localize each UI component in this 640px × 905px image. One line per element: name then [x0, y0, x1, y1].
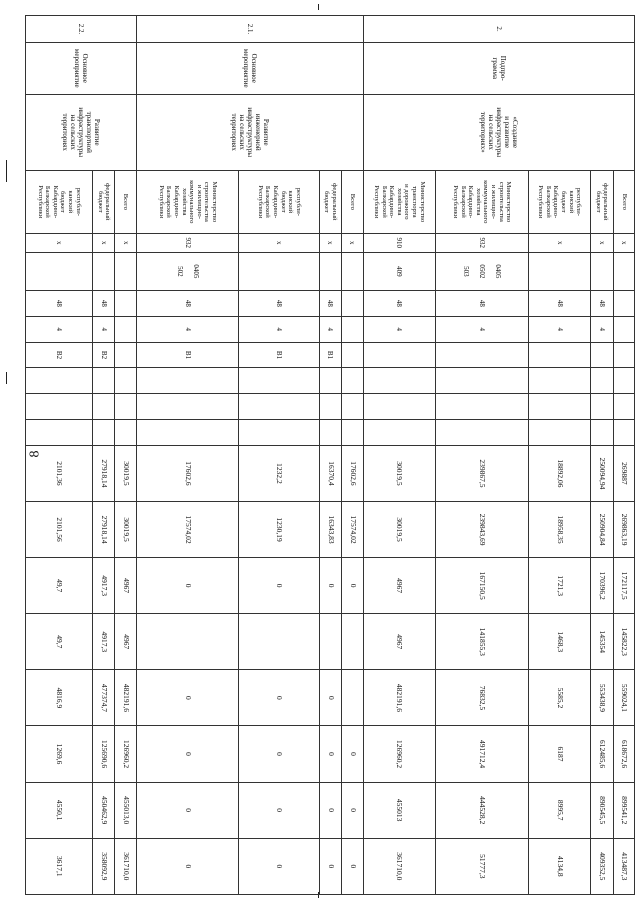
cell-pgp: 4 [92, 316, 115, 342]
budget-table [25, 15, 635, 895]
cell-y2016: 4967 [115, 558, 136, 614]
cell-y2020: 0 [342, 782, 363, 838]
cell-om: В1 [136, 342, 239, 368]
cell-y2014: 30019,5 [115, 445, 136, 501]
cell-total: 0 [342, 838, 363, 894]
cell-v12 [435, 420, 528, 446]
cell-y2015: 27918,14 [92, 501, 115, 557]
cell-om [363, 342, 435, 368]
cell-total: 4134,8 [529, 838, 591, 894]
cell-vr [342, 368, 363, 394]
cell-y2017 [239, 614, 319, 670]
cell-name: Развитие инженерной инфраструктуры на сельских территориях [136, 94, 363, 170]
cell-gp: 48 [363, 290, 435, 316]
cell-gp: 48 [26, 290, 93, 316]
cell-pgp: 4 [363, 316, 435, 342]
cell-v12 [115, 420, 136, 446]
cell-grbs: 932 [435, 233, 528, 252]
cell-v12 [529, 420, 591, 446]
cell-y2019: 125690,6 [92, 726, 115, 782]
cell-source: Министерство транспорта и дорожного хозяйства Кабардино- Балкарской Республики [363, 170, 435, 233]
cell-grbs: x [590, 233, 613, 252]
cell-y2018 [342, 670, 363, 726]
cell-y2015: 30019,5 [363, 501, 435, 557]
cell-vr [363, 368, 435, 394]
cell-total: 0 [136, 838, 239, 894]
cell-source: федеральный бюджет [92, 170, 115, 233]
cell-v12 [92, 420, 115, 446]
cell-y2019: 491712,4 [435, 726, 528, 782]
cell-y2017: 49,7 [26, 614, 93, 670]
cell-y2018: 0 [319, 670, 342, 726]
cell-source: республи- канский бюджет Кабардино- Балкарской Республики [26, 170, 93, 233]
cell-y2016: 1721,3 [529, 558, 591, 614]
cell-vr [435, 368, 528, 394]
cell-y2015: 239843,69 [435, 501, 528, 557]
cell-y2017 [319, 614, 342, 670]
cell-name: Развитие транспортной инфраструктуры на сельских территориях [26, 94, 137, 170]
cell-om [613, 342, 634, 368]
cell-v11 [590, 394, 613, 420]
cell-v11 [613, 394, 634, 420]
cell-source: республи- канский бюджет Кабардино- Балкарской Республики [239, 170, 319, 233]
cell-y2017: 141855,3 [435, 614, 528, 670]
cell-v12 [239, 420, 319, 446]
cell-vr [613, 368, 634, 394]
cell-vr [26, 368, 93, 394]
cell-y2019: 0 [319, 726, 342, 782]
cell-gp [342, 290, 363, 316]
cell-y2016: 172117,5 [613, 558, 634, 614]
cell-y2020: 455013,0 [115, 782, 136, 838]
cell-y2016: 4967 [363, 558, 435, 614]
cell-y2015: 30019,5 [115, 501, 136, 557]
cell-y2014: 250094,94 [590, 445, 613, 501]
table-row [115, 16, 136, 895]
cell-y2017: 4917,3 [92, 614, 115, 670]
cell-y2020: 0 [319, 782, 342, 838]
cell-y2017: 145822,3 [613, 614, 634, 670]
cell-pgp: 4 [529, 316, 591, 342]
cell-gp: 48 [136, 290, 239, 316]
cell-y2017: 145354 [590, 614, 613, 670]
cell-y2015: 1230,19 [239, 501, 319, 557]
cell-gp: 48 [92, 290, 115, 316]
cell-y2020: 4550,1 [26, 782, 93, 838]
cell-gp: 48 [435, 290, 528, 316]
cell-om: В1 [239, 342, 319, 368]
cell-type: Основное мероприятие [26, 42, 137, 94]
cell-rzpr: 0405 502 [136, 252, 239, 290]
margin-mark-left-2 [6, 372, 7, 384]
cell-grbs: x [26, 233, 93, 252]
cell-v11 [239, 394, 319, 420]
cell-pgp: 4 [26, 316, 93, 342]
cell-total: 3617,1 [26, 838, 93, 894]
cell-y2019: 0 [239, 726, 319, 782]
cell-om [115, 342, 136, 368]
margin-mark-top [318, 4, 319, 10]
cell-vr [92, 368, 115, 394]
cell-total: 361710,0 [115, 838, 136, 894]
cell-grbs: 910 [363, 233, 435, 252]
cell-y2016: 0 [239, 558, 319, 614]
cell-y2015: 18958,35 [529, 501, 591, 557]
cell-grbs: x [239, 233, 319, 252]
cell-y2016: 4917,3 [92, 558, 115, 614]
cell-source: Министерство строительства и жилищно- коммунального хозяйства Кабардино- Балкарской Республики [435, 170, 528, 233]
cell-y2018: 482191,6 [363, 670, 435, 726]
cell-source: федеральный бюджет [590, 170, 613, 233]
cell-vr [529, 368, 591, 394]
cell-pgp: 4 [136, 316, 239, 342]
cell-v12 [319, 420, 342, 446]
cell-vr [319, 368, 342, 394]
cell-rzpr [590, 252, 613, 290]
cell-name: «Создание и развитие инфраструктуры на сельских территориях» [363, 94, 634, 170]
cell-num: 2.2. [26, 16, 137, 43]
cell-source: федеральный бюджет [319, 170, 342, 233]
cell-y2014: 30019,5 [363, 445, 435, 501]
cell-rzpr [529, 252, 591, 290]
cell-rzpr: 0405 0502 503 [435, 252, 528, 290]
cell-pgp: 4 [590, 316, 613, 342]
cell-vr [239, 368, 319, 394]
cell-rzpr [613, 252, 634, 290]
cell-om: В2 [92, 342, 115, 368]
cell-y2014: 27918,14 [92, 445, 115, 501]
cell-y2020: 0 [136, 782, 239, 838]
cell-y2020: 890545,5 [590, 782, 613, 838]
cell-y2016: 49,7 [26, 558, 93, 614]
cell-vr [590, 368, 613, 394]
cell-y2018: 553438,9 [590, 670, 613, 726]
cell-y2017: 1468,3 [529, 614, 591, 670]
cell-rzpr [342, 252, 363, 290]
cell-pgp: 4 [239, 316, 319, 342]
cell-total: 413487,3 [613, 838, 634, 894]
cell-source: Всего [342, 170, 363, 233]
cell-v12 [613, 420, 634, 446]
cell-v11 [26, 394, 93, 420]
cell-pgp: 4 [319, 316, 342, 342]
cell-grbs: x [529, 233, 591, 252]
cell-source: Всего [613, 170, 634, 233]
cell-rzpr [239, 252, 319, 290]
cell-gp: 48 [319, 290, 342, 316]
cell-grbs: 932 [136, 233, 239, 252]
cell-v12 [363, 420, 435, 446]
cell-pgp [613, 316, 634, 342]
cell-y2018: 4816,9 [26, 670, 93, 726]
cell-y2020: 0 [239, 782, 319, 838]
cell-y2015: 2101,56 [26, 501, 93, 557]
cell-rzpr [26, 252, 93, 290]
cell-y2015: 17574,02 [136, 501, 239, 557]
cell-y2017 [136, 614, 239, 670]
cell-y2016: 0 [342, 558, 363, 614]
cell-gp [613, 290, 634, 316]
cell-y2018: 76832,5 [435, 670, 528, 726]
budget-table-body [26, 16, 635, 895]
cell-y2019: 612485,6 [590, 726, 613, 782]
cell-total: 358092,9 [92, 838, 115, 894]
cell-y2020: 455013 [363, 782, 435, 838]
cell-y2018: 482191,6 [115, 670, 136, 726]
cell-grbs: x [319, 233, 342, 252]
page-number: 8 [27, 450, 43, 458]
cell-y2015: 250904,84 [590, 501, 613, 557]
cell-num: 2.1. [136, 16, 363, 43]
cell-y2014: 18892,06 [529, 445, 591, 501]
cell-y2014: 1232,2 [239, 445, 319, 501]
cell-v11 [92, 394, 115, 420]
cell-total: 0 [239, 838, 319, 894]
cell-v12 [136, 420, 239, 446]
cell-y2014: 239867,5 [435, 445, 528, 501]
cell-y2019: 0 [342, 726, 363, 782]
cell-om: В2 [26, 342, 93, 368]
cell-y2019: 0 [136, 726, 239, 782]
cell-pgp: 4 [435, 316, 528, 342]
cell-gp [115, 290, 136, 316]
cell-y2020: 899541,2 [613, 782, 634, 838]
cell-v11 [342, 394, 363, 420]
margin-mark-left-1 [6, 160, 7, 182]
cell-total: 361710,0 [363, 838, 435, 894]
rotated-budget-table-wrapper [25, 15, 635, 895]
cell-y2015: 16343,83 [319, 501, 342, 557]
cell-total: 51777,3 [435, 838, 528, 894]
cell-y2018: 0 [136, 670, 239, 726]
cell-om [590, 342, 613, 368]
cell-y2017: 4967 [363, 614, 435, 670]
cell-om [342, 342, 363, 368]
cell-vr [115, 368, 136, 394]
cell-v11 [529, 394, 591, 420]
cell-v11 [363, 394, 435, 420]
table-row [342, 16, 363, 895]
cell-source: Всего [115, 170, 136, 233]
cell-y2014: 269887 [613, 445, 634, 501]
cell-om: В1 [319, 342, 342, 368]
cell-type: Основное мероприятие [136, 42, 363, 94]
cell-grbs: x [613, 233, 634, 252]
cell-rzpr [319, 252, 342, 290]
cell-source: Министерство строительства и жилищно- коммунального хозяйства Кабардино- Балкарской Республики [136, 170, 239, 233]
cell-pgp [115, 316, 136, 342]
cell-v12 [590, 420, 613, 446]
cell-v12 [342, 420, 363, 446]
cell-y2020: 444528,2 [435, 782, 528, 838]
cell-rzpr: 409 [363, 252, 435, 290]
cell-total: 0 [319, 838, 342, 894]
cell-rzpr [115, 252, 136, 290]
cell-y2016: 0 [136, 558, 239, 614]
cell-y2020: 450462,9 [92, 782, 115, 838]
cell-y2014: 16370,4 [319, 445, 342, 501]
cell-vr [136, 368, 239, 394]
cell-y2016: 167150,5 [435, 558, 528, 614]
cell-v11 [136, 394, 239, 420]
cell-y2016: 0 [319, 558, 342, 614]
cell-y2017: 4967 [115, 614, 136, 670]
cell-y2014: 17602,6 [136, 445, 239, 501]
cell-y2018: 5585,2 [529, 670, 591, 726]
cell-y2018: 477374,7 [92, 670, 115, 726]
cell-y2014: 17602,6 [342, 445, 363, 501]
cell-rzpr [92, 252, 115, 290]
cell-y2015: 17574,02 [342, 501, 363, 557]
cell-y2019: 6187 [529, 726, 591, 782]
cell-v12 [26, 420, 93, 446]
cell-y2019: 618672,6 [613, 726, 634, 782]
cell-v11 [319, 394, 342, 420]
cell-om [529, 342, 591, 368]
cell-num: 2. [363, 16, 634, 43]
cell-grbs: x [92, 233, 115, 252]
cell-y2019: 1269,6 [26, 726, 93, 782]
cell-y2019: 126960,2 [363, 726, 435, 782]
cell-total: 409352,5 [590, 838, 613, 894]
cell-y2018: 0 [239, 670, 319, 726]
cell-pgp [342, 316, 363, 342]
cell-y2017 [342, 614, 363, 670]
cell-y2018: 559024,1 [613, 670, 634, 726]
table-row [613, 16, 634, 895]
cell-y2015: 269863,19 [613, 501, 634, 557]
cell-om [435, 342, 528, 368]
cell-grbs: x [115, 233, 136, 252]
cell-source: республи- канский бюджет Кабардино- Балкарской Республики [529, 170, 591, 233]
cell-grbs: x [342, 233, 363, 252]
cell-y2019: 126960,2 [115, 726, 136, 782]
cell-type: Подпро- грамма [363, 42, 634, 94]
cell-gp: 48 [239, 290, 319, 316]
cell-y2014: 2101,36 [26, 445, 93, 501]
cell-y2016: 170396,2 [590, 558, 613, 614]
cell-gp: 48 [529, 290, 591, 316]
cell-gp: 48 [590, 290, 613, 316]
cell-v11 [435, 394, 528, 420]
cell-v11 [115, 394, 136, 420]
cell-y2020: 8995,7 [529, 782, 591, 838]
